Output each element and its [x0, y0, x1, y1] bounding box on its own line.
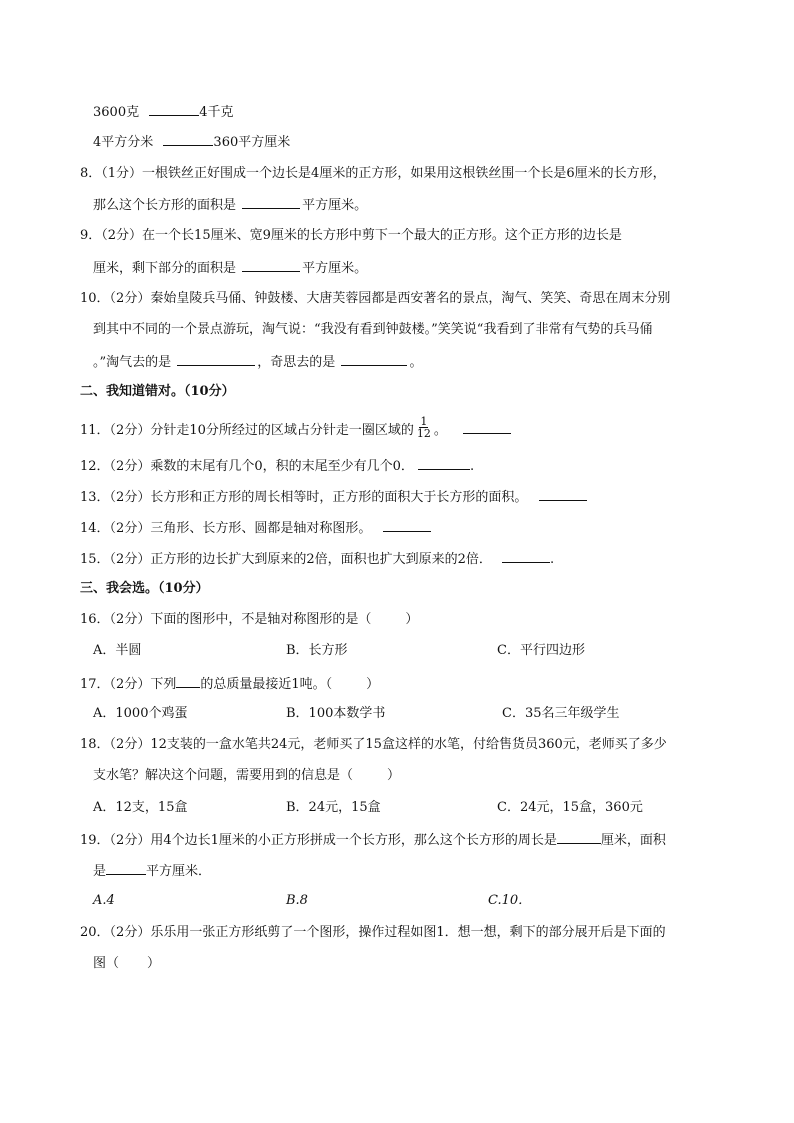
section-3-title: 三、我会选。（10分）: [80, 581, 209, 596]
answer-blank[interactable]: [149, 103, 199, 116]
question-text: 那么这个长方形的面积是: [93, 198, 237, 213]
question-text: .: [470, 459, 475, 474]
option-a[interactable]: A．1000个鸡蛋: [93, 706, 188, 721]
question-text: 是: [93, 864, 107, 879]
compare-line-1: [93, 103, 234, 121]
question-text: 12．（2分）乘数的末尾有几个0，积的末尾至少有几个0．: [80, 459, 414, 474]
compare-left: 4平方分米: [93, 135, 154, 150]
compare-line-2: [93, 133, 290, 151]
answer-blank[interactable]: [539, 488, 587, 501]
question-text: 14．（2分）三角形、长方形、圆都是轴对称图形。: [80, 521, 372, 536]
option-a[interactable]: A．半圆: [93, 643, 142, 658]
question-8-line-1: 8．（1分）一根铁丝正好围成一个边长是4厘米的正方形，如果用这根铁丝围一个长是6厘米的长方形，: [80, 166, 666, 181]
question-15: [80, 550, 554, 568]
question-text: 支水笔？解决这个问题，需要用到的信息是（: [93, 768, 354, 783]
question-20-line-2: [93, 956, 160, 972]
question-14: [80, 519, 431, 537]
question-10-line-2: 到其中不同的一个景点游玩，淘气说：“我没有看到钟鼓楼。”笑笑说“我看到了非常有气势的兵马俑: [93, 322, 653, 337]
option-b[interactable]: B．100本数学书: [286, 706, 386, 721]
answer-blank[interactable]: [557, 831, 601, 844]
question-9-line-1: 9．（2分）在一个长15厘米、宽9厘米的长方形中剪下一个最大的正方形。这个正方形的边长是: [80, 228, 622, 243]
compare-left: 3600克: [93, 105, 140, 120]
question-text: 。: [409, 355, 423, 370]
question-text: ）: [147, 956, 161, 971]
question-10-line-1: 10．（2分）秦始皇陵兵马俑、钟鼓楼、大唐芙蓉园都是西安著名的景点，淘气、笑笑、奇思在周末分别: [80, 291, 671, 306]
question-text: 厘米，面积: [600, 833, 666, 848]
question-13: [80, 488, 587, 506]
option-b[interactable]: B．长方形: [286, 643, 348, 658]
option-c[interactable]: C．平行四边形: [497, 643, 585, 658]
question-text: 13．（2分）长方形和正方形的周长相等时，正方形的面积大于长方形的面积。: [80, 490, 528, 505]
question-text: .: [550, 552, 555, 567]
question-11: [80, 415, 511, 442]
option-c[interactable]: C．24元，15盒，360元: [497, 800, 643, 815]
answer-blank[interactable]: [242, 259, 300, 272]
question-9-line-2: [93, 259, 367, 277]
question-16: [80, 612, 418, 628]
answer-blank[interactable]: [242, 196, 300, 209]
question-text: ）: [405, 612, 419, 627]
question-17: [80, 675, 379, 693]
question-text: 图（: [93, 956, 120, 971]
question-text: 。: [433, 423, 447, 438]
option-c[interactable]: C.10．: [488, 893, 532, 908]
question-text: 。”淘气去的是: [93, 355, 172, 370]
option-b[interactable]: B．24元，15盒: [286, 800, 381, 815]
answer-blank[interactable]: [177, 353, 255, 366]
answer-blank[interactable]: [463, 421, 511, 434]
section-2-title: 二、我知道错对。（10分）: [80, 384, 235, 399]
option-c[interactable]: C．35名三年级学生: [502, 706, 620, 721]
question-text: 平方厘米．: [146, 864, 212, 879]
option-a[interactable]: A．12支，15盒: [93, 800, 188, 815]
question-text: 平方厘米。: [302, 261, 368, 276]
question-text: 平方厘米。: [302, 198, 368, 213]
fraction: $\frac{1}{12}$: [416, 415, 431, 440]
question-20-line-1: 20．（2分）乐乐用一张正方形纸剪了一个图形，操作过程如图1．想一想，剩下的部分展开后是下面的: [80, 925, 666, 940]
question-10-line-3: [93, 353, 422, 371]
question-text: ）: [366, 677, 380, 692]
question-text: 17．（2分）下列: [80, 677, 177, 692]
question-8-line-2: [93, 196, 367, 214]
answer-blank[interactable]: [341, 353, 407, 366]
answer-blank[interactable]: [418, 457, 470, 470]
question-text: 厘米，剩下部分的面积是: [93, 261, 237, 276]
question-text: ）: [387, 768, 401, 783]
compare-right: 4千克: [199, 105, 234, 120]
answer-blank[interactable]: [383, 519, 431, 532]
question-19-line-2: [93, 862, 211, 880]
option-a[interactable]: A.4: [93, 893, 115, 908]
question-19-line-1: [80, 831, 666, 849]
answer-blank[interactable]: [163, 133, 213, 146]
question-18-line-2: [93, 768, 400, 784]
option-b[interactable]: B.8: [286, 893, 308, 908]
compare-right: 360平方厘米: [213, 135, 291, 150]
question-text: 15．（2分）正方形的边长扩大到原来的2倍，面积也扩大到原来的2倍．: [80, 552, 492, 567]
question-text: 的总质量最接近1吨。（: [200, 677, 333, 692]
question-12: [80, 457, 474, 475]
answer-blank[interactable]: [176, 675, 200, 688]
question-18-line-1: 18．（2分）12支装的一盒水笔共24元，老师买了15盒这样的水笔，付给售货员360元，老师买了多少: [80, 737, 667, 752]
question-text: 19．（2分）用4个边长1厘米的小正方形拼成一个长方形，那么这个长方形的周长是: [80, 833, 557, 848]
answer-blank[interactable]: [106, 862, 146, 875]
answer-blank[interactable]: [502, 550, 550, 563]
question-text: 11．（2分）分针走10分所经过的区域占分针走一圈区域的: [80, 423, 414, 438]
question-text: ，奇思去的是: [257, 355, 336, 370]
question-text: 16．（2分）下面的图形中，不是轴对称图形的是（: [80, 612, 372, 627]
